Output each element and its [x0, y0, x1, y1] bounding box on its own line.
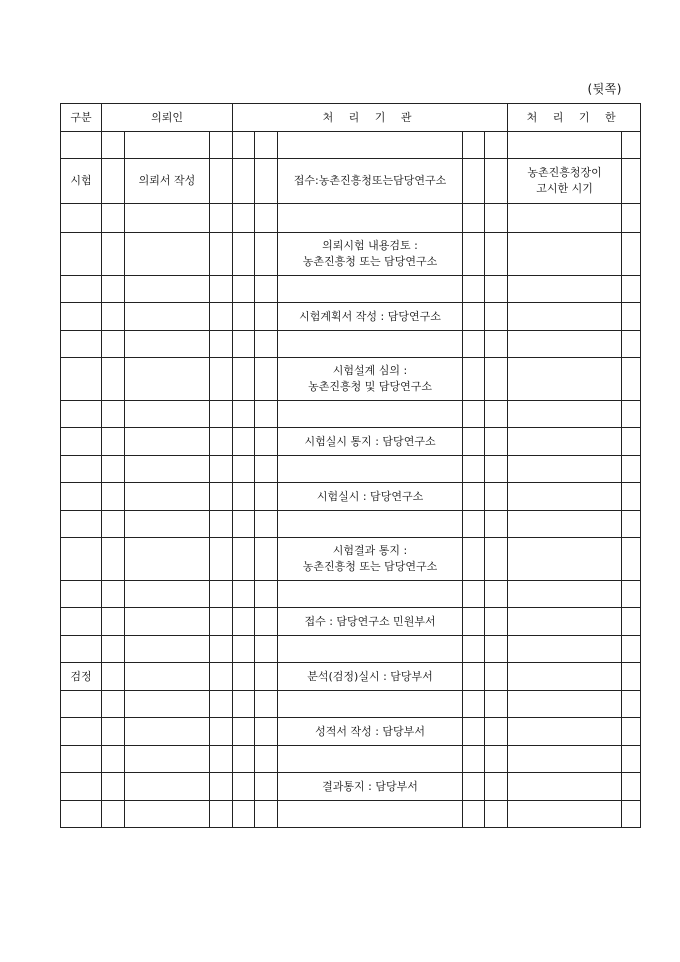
header-agency: 처 리 기 관 [233, 104, 508, 132]
step-review-line-2: 농촌진흥청 또는 담당연구소 [302, 255, 438, 268]
deadline-line-1: 농촌진흥청장이 [527, 166, 602, 179]
deadline-line-2: 고시한 시기 [536, 182, 593, 195]
step-request-form: 의뢰서 작성 [125, 159, 210, 204]
spacer-row [61, 581, 641, 608]
step-design-line-1: 시험설계 심의 : [332, 364, 408, 377]
spacer-row [61, 456, 641, 483]
step-inspect-receipt-row [61, 608, 641, 636]
spacer-row [61, 401, 641, 428]
step-design [278, 358, 463, 401]
step-execute-row [61, 483, 641, 511]
step-plan: 시험계획서 작성 : 담당연구소 [278, 303, 463, 331]
step-review-line-1: 의뢰시험 내용검토 : [322, 239, 418, 252]
process-flow-table [60, 103, 641, 828]
page-note: (뒷쪽) [587, 82, 622, 96]
step-execute: 시험실시 : 담당연구소 [278, 483, 463, 511]
header-requester: 의뢰인 [102, 104, 233, 132]
header-row [61, 104, 641, 132]
step-review [278, 233, 463, 276]
spacer-row [61, 746, 641, 773]
spacer-row [61, 691, 641, 718]
step-result-notice-row [61, 773, 641, 801]
deadline-cell [508, 159, 622, 204]
step-analysis-row [61, 663, 641, 691]
step-plan-row [61, 303, 641, 331]
step-review-row [61, 233, 641, 276]
category-inspection: 검정 [61, 663, 102, 691]
category-test: 시험 [61, 159, 102, 204]
step-analysis: 분석(검정)실시 : 담당부서 [278, 663, 463, 691]
step-result-notice: 결과통지 : 담당부서 [278, 773, 463, 801]
spacer-row [61, 132, 641, 159]
step-inspect-receipt: 접수 : 담당연구소 민원부서 [278, 608, 463, 636]
spacer-row [61, 511, 641, 538]
spacer-row [61, 331, 641, 358]
step-result-line-1: 시험결과 통지 : [332, 544, 408, 557]
header-category: 구분 [61, 104, 102, 132]
spacer-row [61, 276, 641, 303]
step-request-row [61, 159, 641, 204]
step-result [278, 538, 463, 581]
step-report-row [61, 718, 641, 746]
spacer-row [61, 636, 641, 663]
step-report: 성적서 작성 : 담당부서 [278, 718, 463, 746]
step-design-line-2: 농촌진흥청 및 담당연구소 [308, 380, 432, 393]
header-deadline: 처 리 기 한 [508, 104, 641, 132]
step-result-line-2: 농촌진흥청 또는 담당연구소 [302, 560, 438, 573]
step-notice: 시험실시 통지 : 담당연구소 [278, 428, 463, 456]
spacer-row [61, 204, 641, 233]
spacer-row [61, 801, 641, 828]
step-result-row [61, 538, 641, 581]
step-notice-row [61, 428, 641, 456]
step-design-row [61, 358, 641, 401]
step-receipt: 접수:농촌진흥청또는담당연구소 [278, 159, 463, 204]
